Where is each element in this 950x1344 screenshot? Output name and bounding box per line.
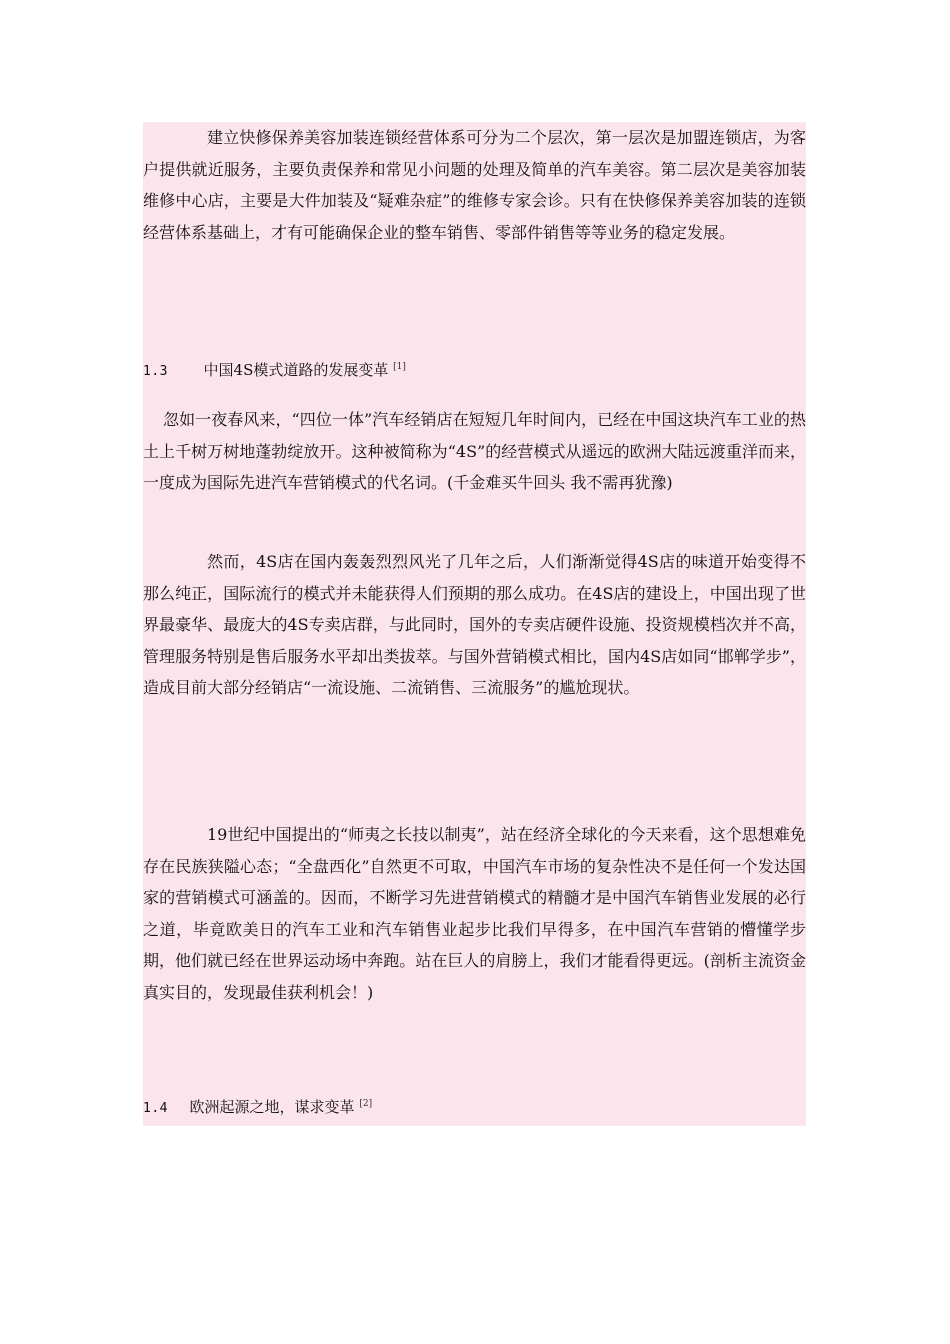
- section-title: 中国4S模式道路的发展变革: [203, 361, 389, 379]
- section-number: 1.4: [143, 1101, 168, 1116]
- reference-marker: [2]: [359, 1099, 373, 1109]
- paragraph-service-tiers: 建立快修保养美容加装连锁经营体系可分为二个层次，第一层次是加盟连锁店，为客户提供就近服务，主要负责保养和常见小问题的处理及简单的汽车美容。第二层次是美容加装维修中心店，主要是大件加装及“疑难杂症”的维修专家会诊。只有在快修保养美容加装的连锁经营体系基础上，才有可能确保企业的整车销售、零部件销售等等业务的稳定发展。: [143, 128, 806, 242]
- section-title: 欧洲起源之地，谋求变革: [189, 1098, 355, 1116]
- section-number: 1.3: [143, 364, 168, 379]
- paragraph-4s-origin: 忽如一夜春风来，“四位一体”汽车经销店在短短几年时间内，已经在中国这块汽车工业的热土上千树万树地蓬勃绽放开。这种被简称为“4S”的经营模式从遥远的欧洲大陆远渡重洋而来，一度成为国际先进汽车营销模式的代名词。(千金难买牛回头 我不需再犹豫): [143, 410, 806, 492]
- paragraph-learning-models: 19世纪中国提出的“师夷之长技以制夷”，站在经济全球化的今天来看，这个思想难免存在民族狭隘心态；“全盘西化”自然更不可取，中国汽车市场的复杂性决不是任何一个发达国家的营销模式可涵盖的。因而，不断学习先进营销模式的精髓才是中国汽车销售业发展的必行之道，毕竟欧美日的汽车工业和汽车销售业起步比我们早得多，在中国汽车营销的懵懂学步期，他们就已经在世界运动场中奔跑。站在巨人的肩膀上，我们才能看得更远。(剖析主流资金真实目的，发现最佳获利机会！): [143, 825, 806, 1002]
- paragraph-4s-problems: 然而，4S店在国内轰轰烈烈风光了几年之后，人们渐渐觉得4S店的味道开始变得不那么纯正，国际流行的模式并未能获得人们预期的那么成功。在4S店的建设上，中国出现了世界最豪华、最庞大的4S专卖店群，与此同时，国外的专卖店硬件设施、投资规模档次并不高，管理服务特别是售后服务水平却出类拔萃。与国外营销模式相比，国内4S店如同“邯郸学步”，造成目前大部分经销店“一流设施、二流销售、三流服务”的尴尬现状。: [143, 552, 806, 697]
- section-heading-1-4: [143, 1092, 372, 1121]
- reference-marker: [1]: [393, 362, 406, 372]
- section-heading-1-3: [143, 355, 406, 384]
- document-page: [143, 122, 806, 1126]
